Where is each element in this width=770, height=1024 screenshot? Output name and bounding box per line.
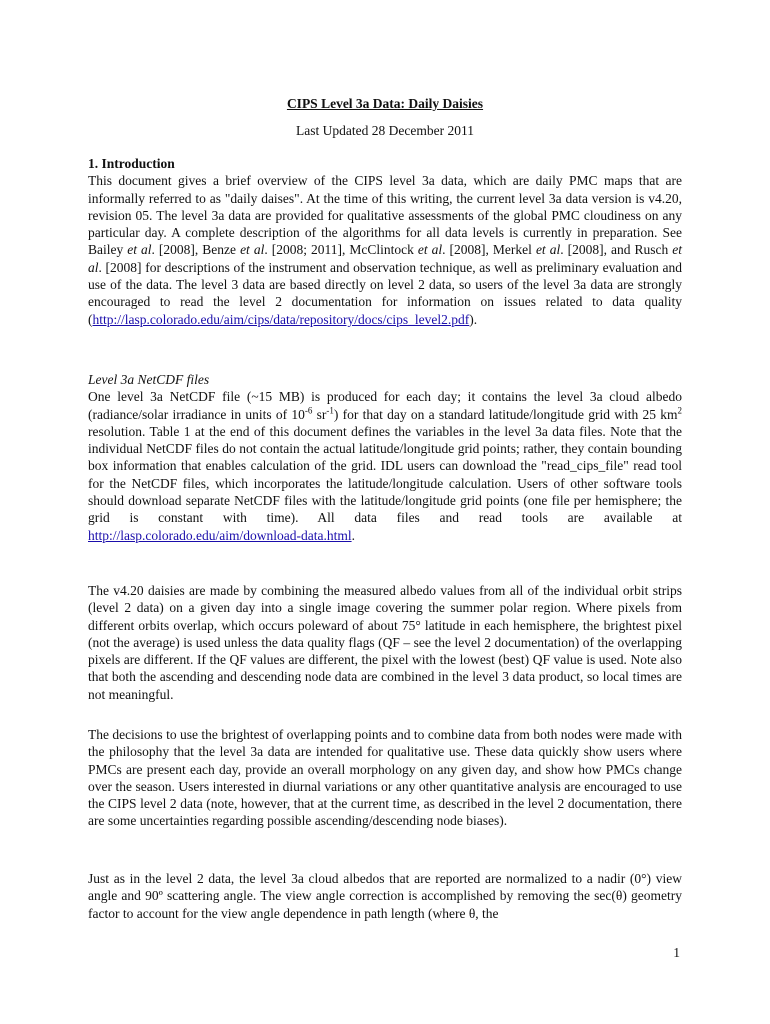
section-heading-netcdf: Level 3a NetCDF files bbox=[88, 372, 210, 387]
intro-paragraph bbox=[88, 172, 682, 328]
et-al: et al bbox=[88, 242, 682, 275]
introduction-section bbox=[88, 155, 682, 328]
intro-text-5: . [2008], and Rusch bbox=[560, 242, 673, 258]
intro-text-2: . [2008], Benze bbox=[151, 242, 241, 258]
superscript: 2 bbox=[677, 405, 682, 416]
v420-paragraph bbox=[88, 582, 682, 703]
section-heading-introduction: 1. Introduction bbox=[88, 156, 175, 171]
netcdf-text-5: . bbox=[351, 527, 355, 543]
intro-text-1: This document gives a brief overview of the CIPS level 3a data, which are daily PMC maps that are informally referred to as "daily daises". At the time of this writing, the current level 3a data version is v4.20, revision 05. The level 3a data are provided for qualitative assessments of the global PMC cloudiness on any particular day. A complete description of the algorithms for all data levels is currently in preparation. See Bailey bbox=[88, 173, 682, 258]
netcdf-paragraph bbox=[88, 388, 682, 544]
page-number: 1 bbox=[673, 945, 680, 960]
et-al: et al bbox=[535, 242, 561, 258]
intro-text-7: ). bbox=[469, 311, 478, 327]
decisions-paragraph bbox=[88, 726, 682, 830]
document-title: CIPS Level 3a Data: Daily Daisies bbox=[286, 96, 484, 111]
netcdf-text-3: ) for that day on a standard latitude/longitude grid with 25 km bbox=[333, 406, 678, 422]
v420-text: The v4.20 daisies are made by combining the measured albedo values from all of the individual orbit strips (level 2 data) on a given day into a single image covering the summer polar region. Where pixels from different orbits overlap, which occurs poleward of about 75° latitude in each hemisphere, the brightest pixel (not the average) is used unless the data quality flags (QF – see the level 2 documentation) of the overlapping pixels are different. If the QF values are different, the pixel with the lowest (best) QF value is used. Note also that both the ascending and descending node data are combined in the level 3 data product, so local times are not meaningful. bbox=[88, 583, 682, 702]
albedo-paragraph bbox=[88, 870, 682, 922]
netcdf-section bbox=[88, 371, 682, 544]
et-al: et al bbox=[417, 242, 443, 258]
decisions-text: The decisions to use the brightest of overlapping points and to combine data from both nodes were made with the philosophy that the level 3a data are intended for qualitative use. These data quickly show users where PMCs are present each day, provide an overall morphology on any given day, and show how PMCs change over the season. Users interested in diurnal variations or any other quantitative analysis are encouraged to use the CIPS level 2 data (note, however, that at the current time, as described in the level 2 documentation, there are some uncertainties regarding possible ascending/descending node biases). bbox=[88, 727, 682, 829]
download-data-link[interactable]: http://lasp.colorado.edu/aim/download-data.html bbox=[88, 527, 352, 543]
intro-text-3: . [2008; 2011], McClintock bbox=[264, 242, 418, 258]
intro-text-4: . [2008], Merkel bbox=[442, 242, 536, 258]
et-al: et al bbox=[127, 242, 152, 258]
level2-doc-link[interactable]: http://lasp.colorado.edu/aim/cips/data/repository/docs/cips_level2.pdf bbox=[92, 311, 470, 327]
superscript: -6 bbox=[304, 405, 313, 416]
intro-text-6: . [2008] for descriptions of the instrument and observation technique, as well as preliminary evaluation and use of the data. The level 3 data are based directly on level 2 data, so users of the level 3a data are strongly encouraged to read the level 2 documentation for information on issues related to data quality ( bbox=[88, 259, 682, 327]
superscript: -1 bbox=[326, 405, 334, 416]
albedo-text: Just as in the level 2 data, the level 3a cloud albedos that are reported are normalized to a nadir (0°) view angle and 90º scattering angle. The view angle correction is accomplished by removing the sec(θ) geometry factor to account for the view angle dependence in path length (where θ, the bbox=[88, 871, 682, 921]
et-al: et al bbox=[240, 242, 265, 258]
netcdf-text-4: resolution. Table 1 at the end of this document defines the variables in the level 3a data files. Note that the individual NetCDF files do not contain the actual latitude/longitude grid points; rather, they contain bounding box information that enables calculation of the grid. IDL users can download the "read_cips_file" read tool for the NetCDF files, which incorporates the latitude/longitude calculation. Users of other software tools should download separate NetCDF files with the latitude/longitude grid points (one file per hemisphere; the grid is constant with time). All data files and read tools are available at bbox=[88, 423, 682, 526]
netcdf-text-2: sr bbox=[312, 406, 327, 422]
last-updated: Last Updated 28 December 2011 bbox=[296, 123, 474, 138]
netcdf-text-1: One level 3a NetCDF file (~15 MB) is produced for each day; it contains the level 3a cloud albedo (radiance/solar irradiance in units of 10 bbox=[88, 389, 682, 422]
